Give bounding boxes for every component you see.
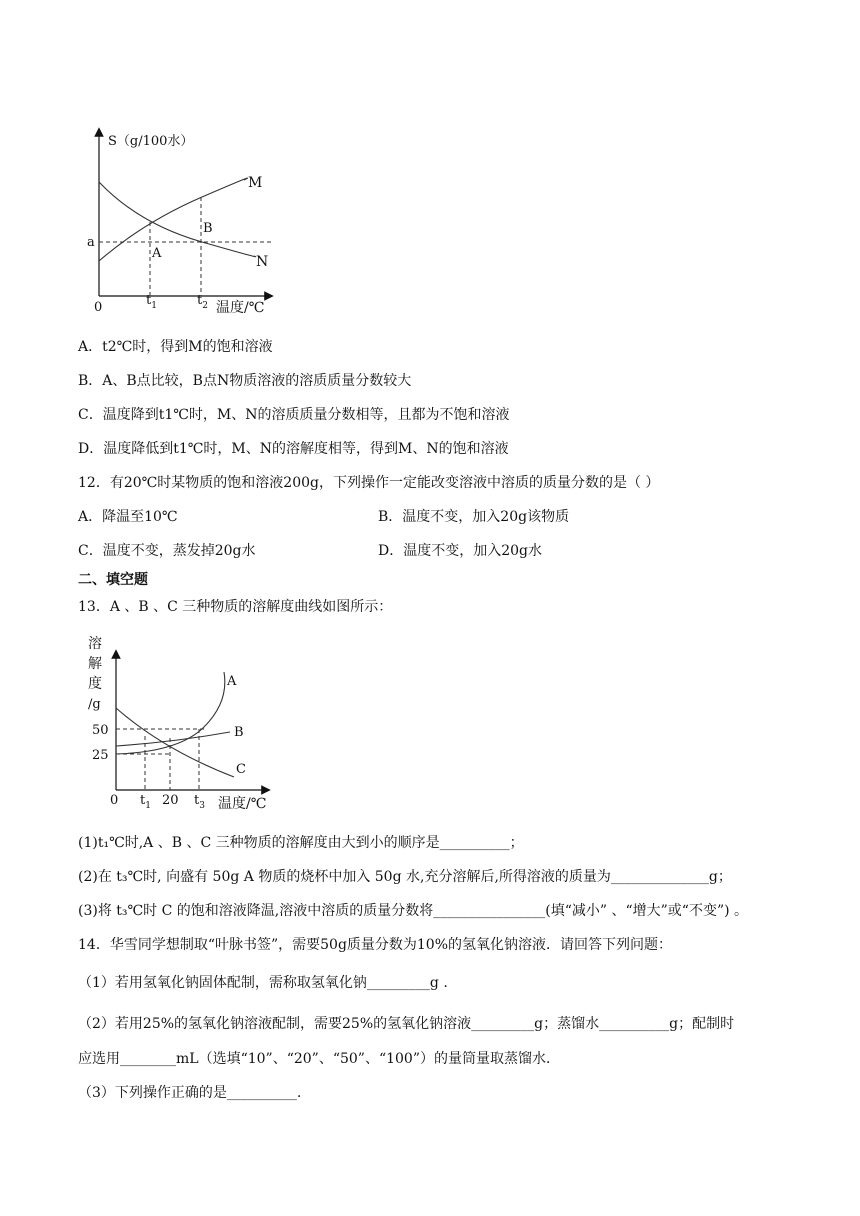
y-label-char-2: 解: [88, 656, 102, 672]
curve-m-label: M: [248, 175, 263, 191]
q12-option-d: D．温度不变，加入20g水: [378, 543, 543, 559]
q11-option-a: A．t2℃时，得到M的饱和溶液: [78, 339, 273, 355]
y-label-unit: /g: [88, 697, 101, 712]
curve-n: [99, 182, 256, 257]
t3-label: $t_3$: [194, 793, 205, 811]
curve-b-label: B: [234, 725, 244, 740]
curve-a-label: A: [227, 674, 237, 689]
curve-b: [116, 732, 230, 746]
t1-label: $t_1$: [140, 793, 151, 811]
y-axis-label: S（g/100水）: [108, 134, 194, 149]
origin-label: 0: [94, 300, 103, 314]
q13-part-1: (1)t₁℃时,A 、B 、C 三种物质的溶解度由大到小的顺序是__________；: [78, 835, 524, 851]
q11-option-c: C．温度降到t1℃时，M、N的溶质质量分数相等，且都为不饱和溶液: [78, 407, 510, 423]
q11-option-d: D．温度降低到t1℃时，M、N的溶解度相等，得到M、N的饱和溶液: [78, 441, 509, 457]
origin-label: 0: [110, 793, 119, 808]
solubility-graph-mn: [84, 124, 294, 314]
q14-part-2a: （2）若用25%的氢氧化钠溶液配制，需要25%的氢氧化钠溶液_________g；蒸馏水__________g；配制时: [78, 1016, 735, 1032]
q14-part-2b: 应选用________mL（选填“10”、“20”、“50”、“100”）的量筒量取蒸馏水．: [78, 1051, 560, 1067]
q13-stem: 13．A 、B 、C 三种物质的溶解度曲线如图所示：: [78, 599, 393, 615]
q14-part-3: （3）下列操作正确的是__________.: [78, 1085, 302, 1101]
q12-stem: 12．有20℃时某物质的饱和溶液200g，下列操作一定能改变溶液中溶质的质量分数的是（ ）: [78, 475, 660, 491]
t1-label: $t_1$: [146, 293, 157, 311]
point-b-label: B: [203, 221, 213, 236]
tick-20: 20: [162, 793, 179, 808]
curve-c-label: C: [236, 762, 246, 777]
y-mark-a: a: [87, 235, 95, 250]
q14-part-1: （1）若用氢氧化钠固体配制，需称取氢氧化钠_________g .: [78, 975, 448, 991]
q12-option-b: B．温度不变，加入20g该物质: [378, 509, 570, 525]
tick-50: 50: [92, 723, 109, 738]
section-heading: 二、填空题: [78, 572, 148, 588]
x-axis-label: 温度/℃: [218, 796, 267, 812]
y-label-char-3: 度: [88, 676, 102, 692]
q12-option-c: C．温度不变，蒸发掉20g水: [78, 543, 256, 559]
curve-c: [116, 708, 234, 777]
t2-label: $t_2$: [197, 293, 208, 311]
x-axis-label: 温度/℃: [216, 300, 265, 314]
curve-n-label: N: [256, 254, 269, 270]
y-label-char-1: 溶: [88, 636, 102, 652]
point-a-label: A: [152, 246, 162, 261]
q13-part-2: (2)在 t₃℃时, 向盛有 50g A 物质的烧杯中加入 50g 水,充分溶解后,所得溶液的质量为______________g；: [78, 869, 732, 885]
q11-option-b: B．A、B点比较，B点N物质溶液的溶质质量分数较大: [78, 373, 412, 389]
q13-part-3: (3)将 t₃℃时 C 的饱和溶液降温,溶液中溶质的质量分数将________________(填“减小” 、“增大”或“不变”) 。: [78, 903, 749, 919]
q14-stem: 14．华雪同学想制取“叶脉书签”，需要50g质量分数为10%的氢氧化钠溶液．请回答下列问题：: [78, 937, 673, 953]
tick-25: 25: [92, 748, 109, 763]
q12-option-a: A．降温至10℃: [78, 509, 178, 525]
solubility-graph-abc: [84, 632, 284, 816]
